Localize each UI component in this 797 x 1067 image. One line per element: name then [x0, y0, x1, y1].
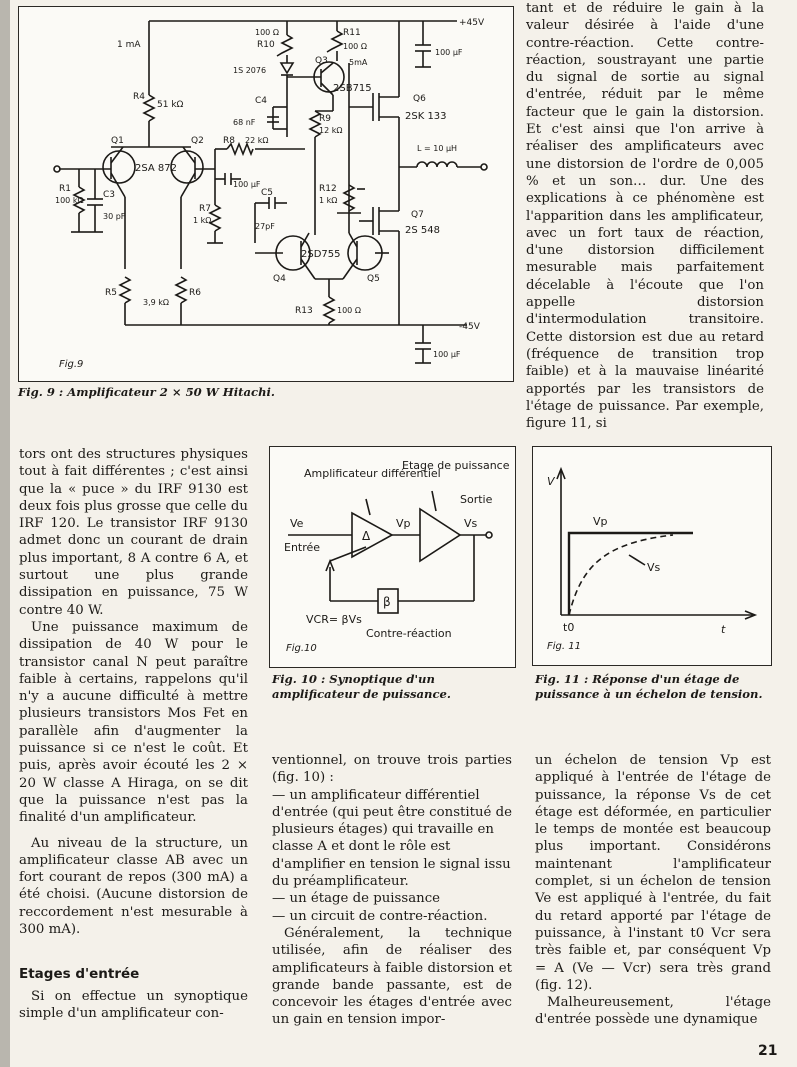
- fig9-current-1ma: 1 mA: [117, 40, 141, 50]
- right-column-bottom: [535, 752, 771, 1029]
- fig9-diode: 1S 2076: [233, 66, 267, 75]
- fig9-q7-type: 2S 548: [405, 225, 440, 236]
- fig9-r4: R4: [133, 92, 145, 102]
- fig9-c4: C4: [255, 96, 268, 106]
- fig9-supply-pos: +45V: [459, 18, 485, 28]
- fig10-beta: β: [383, 595, 391, 609]
- fig10-feedback: Contre-réaction: [366, 627, 452, 640]
- fig9-current-5ma: 5mA: [349, 58, 368, 67]
- section-heading: Etages d'entrée: [19, 966, 140, 983]
- fig9-r4-val: 51 kΩ: [157, 100, 184, 110]
- fig9-q2: Q2: [191, 136, 204, 146]
- fig9-caption: Fig. 9 : Amplificateur 2 × 50 W Hitachi.: [18, 385, 275, 399]
- fig9-cap-100-a: 100 µF: [233, 180, 261, 189]
- fig10-out-label: Sortie: [460, 493, 493, 506]
- fig9-q6-type: 2SK 133: [405, 111, 447, 122]
- fig11-vp: Vp: [593, 515, 608, 528]
- fig10-entree: Entrée: [284, 541, 321, 554]
- fig10-block-diagram: [270, 447, 515, 667]
- right-para-2: Malheureusement, l'étage d'entrée possède une dynamique: [535, 995, 771, 1028]
- fig9-q4: Q4: [273, 274, 286, 284]
- fig9-r1-val: 100 kΩ: [55, 196, 84, 205]
- fig9-r7-val: 1 kΩ: [193, 216, 212, 225]
- fig9-cap-100-c: 100 µF: [433, 350, 461, 359]
- fig9-r10: R10: [257, 40, 275, 50]
- fig10-vcr: VCR= βVs: [306, 613, 362, 626]
- fig10-stage-label: Etage de puissance: [402, 459, 510, 472]
- mid-list-item-2: — un étage de puissance: [272, 891, 441, 907]
- fig9-r11: R11: [343, 28, 361, 38]
- fig9-r9: R9: [319, 114, 331, 124]
- fig9-r7: R7: [199, 204, 211, 214]
- right-column-top: [526, 0, 764, 432]
- fig9-r10-val: 100 Ω: [255, 28, 279, 37]
- fig9-cap-100-b: 100 µF: [435, 48, 463, 57]
- fig9-r1: R1: [59, 184, 71, 194]
- left-para-4: Si on effectue un synoptique simple d'un amplificateur con-: [19, 988, 248, 1021]
- fig9-r12: R12: [319, 184, 337, 194]
- fig9-frame: [18, 6, 514, 382]
- page-number: 21: [758, 1043, 778, 1059]
- fig11-t-axis: t: [721, 623, 726, 636]
- fig9-q1: Q1: [111, 136, 124, 146]
- fig11-t0: t0: [563, 621, 575, 634]
- fig10-label: Fig.10: [286, 643, 317, 654]
- fig9-q6: Q6: [413, 94, 426, 104]
- fig9-q5: Q5: [367, 274, 380, 284]
- fig9-pair-bottom: 2SD755: [301, 249, 341, 260]
- fig9-r6: R6: [189, 288, 201, 298]
- fig9-label: Fig.9: [59, 359, 84, 370]
- fig9-r13-val: 100 Ω: [337, 306, 361, 315]
- fig9-r11-val: 100 Ω: [343, 42, 367, 51]
- mid-intro: ventionnel, on trouve trois parties (fig. 10) :: [272, 753, 512, 786]
- fig11-frame: [532, 446, 772, 666]
- fig9-pair-top: 2SA 872: [135, 163, 178, 174]
- mid-list-item-3: — un circuit de contre-réaction.: [272, 908, 488, 924]
- fig9-c5-val: 27pF: [255, 222, 275, 231]
- left-para-2: Une puissance maximum de dissipation de 40 W pour le transistor canal N peut paraître faible à certains, rappelons qu'il n'y a aucune difficulté à mettre plusieurs transistors Mos Fet en parallèle afin d'augmenter la puissance si ce n'est le coût. Et puis, après avoir écouté les 2 × 20 W classe A Hiraga, on se dit que la puissance n'est pas la finalité d'un amplificateur.: [19, 619, 248, 826]
- fig10-vp: Vp: [396, 517, 411, 530]
- fig9-q7: Q7: [411, 210, 424, 220]
- fig11-step-response: [533, 447, 771, 665]
- fig9-q3-type: 2SB715: [333, 83, 372, 94]
- fig9-c3-val: 30 pF: [103, 212, 126, 221]
- page-binding-edge: [0, 0, 10, 1067]
- fig9-r56-val: 3,9 kΩ: [143, 298, 170, 307]
- fig10-frame: [269, 446, 516, 668]
- fig9-schematic: [19, 7, 513, 381]
- fig10-amp-label: Amplificateur différentiel: [304, 467, 441, 480]
- left-column: [19, 446, 248, 1022]
- mid-para-2: Généralement, la technique utilisée, afin de réaliser des amplificateurs à faible distorsion et grande bande passante, est de concevoir les étages d'entrée avec un gain en tension impor-: [272, 925, 512, 1028]
- fig11-vs: Vs: [647, 561, 661, 574]
- fig9-c3: C3: [103, 190, 116, 200]
- fig11-caption: Fig. 11 : Réponse d'un étage de puissance à un échelon de tension.: [535, 672, 763, 701]
- fig10-delta: Δ: [362, 529, 371, 543]
- middle-column: [272, 752, 512, 1029]
- fig9-r12-val: 1 kΩ: [319, 196, 338, 205]
- fig9-c4-val: 68 nF: [233, 118, 256, 127]
- fig9-r13: R13: [295, 306, 313, 316]
- fig9-supply-neg: -45V: [459, 322, 480, 332]
- left-para-3: Au niveau de la structure, un amplificateur classe AB avec un fort courant de repos (300 mA) a été choisi. (Aucune distorsion de reccordement n'est mesurable à 300 mA).: [19, 835, 248, 938]
- fig9-inductor: L = 10 µH: [417, 144, 458, 153]
- mid-list-item-1: — un amplificateur différentiel d'entrée (qui peut être constitué de plusieurs étages) qui travaille en classe A et dont le rôle est d'amplifier en tension le signal issu du préamplificateur.: [272, 787, 513, 890]
- left-para-1: tors ont des structures physiques tout à fait différentes ; c'est ainsi que la « puce » du IRF 9130 est deux fois plus grosse que celle du IRF 120. Le transistor IRF 9130 admet donc un courant de drain plus important, 8 A contre 6 A, et surtout une plus grande dissipation en puissance, 75 W contre 40 W.: [19, 447, 248, 618]
- fig9-c5: C5: [261, 188, 274, 198]
- fig9-r8-val: 22 kΩ: [245, 136, 269, 145]
- right-para-1: un échelon de tension Vp est appliqué à l'entrée de l'étage de puissance, la réponse Vs de cet étage est déformée, en particulier le temps de montée est beaucoup plus important. Considérons maintenant l'amplificateur complet, si un échelon de tension Ve est appliqué à l'entrée, du fait du retard apporté par l'étage de puissance, à l'instant t0 Vcr sera très faible et, par conséquent Vp = A (Ve — Vcr) sera très grand (fig. 12).: [535, 753, 771, 993]
- right-column-top-text: tant et de réduire le gain à la valeur désirée à l'aide d'une contre-réaction. Cette contre-réaction, soustrayant une partie du signal de sortie au signal d'entrée, réduit par le même facteur que le gain la distorsion. Et c'est ainsi que l'on arrive à réaliser des amplificateurs avec une distorsion de l'ordre de 0,005 % et un son… dur. Une des explications à ce phénomène est l'apparition dans les amplificateur, avec un fort taux de réaction, d'une distorsion difficilement mesurable mais parfaitement décelable à l'écoute que l'on appelle distorsion d'intermodulation transitoire. Cette distorsion est due au retard (fréquence de transition trop faible) et à la mauvaise linéarité apportés par les transistors de l'étage de puissance. Par exemple, figure 11, si: [526, 1, 764, 432]
- fig9-r8: R8: [223, 136, 235, 146]
- fig10-caption: Fig. 10 : Synoptique d'un amplificateur de puissance.: [272, 672, 451, 701]
- fig9-r5: R5: [105, 288, 117, 298]
- fig10-vs: Vs: [464, 517, 478, 530]
- fig11-label: Fig. 11: [547, 641, 581, 652]
- fig9-q3: Q3: [315, 56, 328, 66]
- fig11-v-axis: V: [547, 475, 555, 488]
- fig10-ve: Ve: [290, 517, 304, 530]
- fig9-r9-val: 12 kΩ: [319, 126, 343, 135]
